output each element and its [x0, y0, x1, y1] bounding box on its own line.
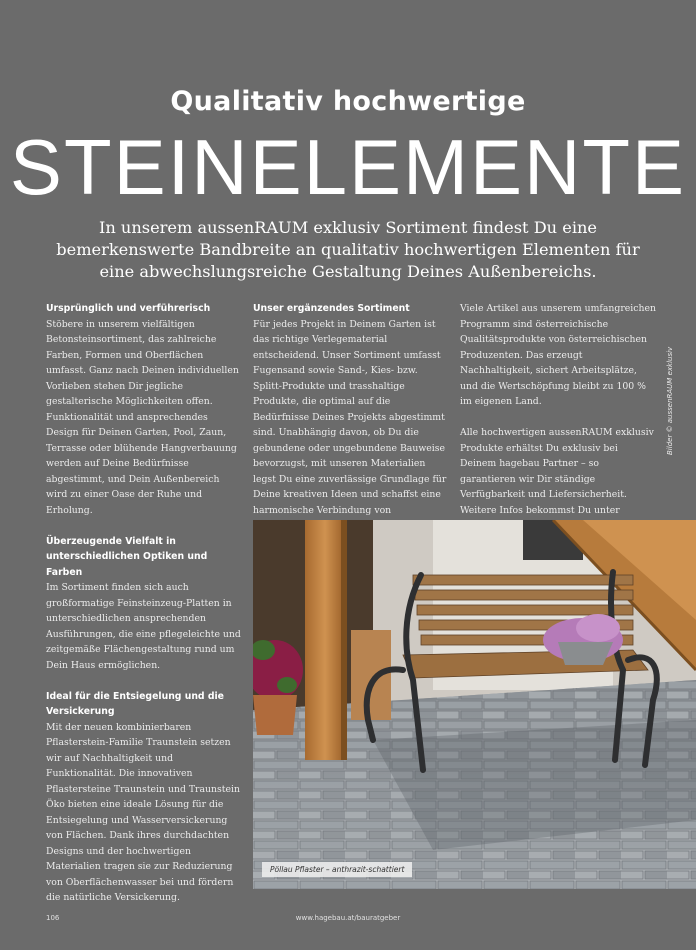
lead-paragraph: In unserem aussenRAUM exklusiv Sortiment findest Du eine bemerkenswerte Bandbreite an qualitativ hochwertigen Elementen für eine abwechslungsreiche Gestaltung Deines Außenbereichs. [56, 218, 640, 281]
column-2 [253, 301, 449, 549]
paragraph-austrian-quality: Viele Artikel aus unserem umfangreichen Programm sind österreichische Qualitätsprodukte von österreichischen Produzenten. Das erzeugt Nachhaltigkeit, sichert Arbeitsplätze, und die Wertschöpfung bleibt zu 100 % im eigenen Land. [460, 303, 656, 407]
section-text-assortment: Für jedes Projekt in Deinem Garten ist das richtige Verlegematerial entscheidend. Unser Sortiment umfasst Fugensand sowie Sand-, Kies- bzw. Splitt-Produkte und trasshaltige Produkte, die optimal auf die Bedürfnisse Deines Projekts abgestimmt sind. Unabhängig davon, ob Du die gebundene oder ungebundene Bauweise bevorzugst, mit unseren Materialien legst Du eine zuverlässige Grundlage für Deine kreativen Ideen und schaffst eine harmonische Verbindung von [253, 318, 447, 516]
section-text-variety: Im Sortiment finden sich auch großformatige Feinsteinzeug-Platten in unterschiedlichen ansprechenden Ausführungen, die eine pflegeleichte und zeitgemäße Flächengestaltung rund um Dein Haus ermöglichen. [46, 582, 241, 671]
page-title: STEINELEMENTE [9, 123, 687, 211]
section-heading-assortment: Unser ergänzendes Sortiment [253, 303, 410, 314]
garden-bench-photo [253, 520, 696, 889]
paragraph-exclusive-partner: Alle hochwertigen aussenRAUM exklusiv Produkte erhältst Du exklusiv bei Deinem hagebau Partner – so garantieren wir Dir ständige Verfügbarkeit und Liefersicherheit. [460, 427, 654, 500]
section-heading-variety: Überzeugende Vielfalt in unterschiedlichen Optiken und Farben [46, 535, 208, 578]
section-text-origin: Stöbere in unserem vielfältigen Betonsteinsortiment, das zahlreiche Farben, Formen und Oberflächen umfasst. Ganz nach Deinen individuellen Vorlieben stehen Dir jegliche gestalterische Möglichkeiten offen. Funktionalität und ansprechendes Design für Deinen Garten, Pool, Zaun, Terrasse oder blühende Hangverbauung werden auf Deine Bedürfnisse abgestimmt, und Dein Außenbereich wird zu einer Oase der Ruhe und Erholung. [46, 318, 239, 516]
image-credit: Bilder © aussenRAUM exklusiv [666, 346, 674, 455]
paragraph-more-info: Weitere Infos bekommst Du unter [460, 504, 620, 516]
column-1 [46, 301, 242, 906]
section-text-infiltration: Mit der neuen kombinierbaren Pflasterstein-Familie Traunstein setzen wir auf Nachhaltigkeit und Funktionalität. Die innovativen Pflastersteine Traunstein und Traunstein Öko bieten eine ideale Lösung für die Entsiegelung und Wasserversickerung von Flächen. Dank ihres durchdachten Designs und der hochwertigen Materialien tragen sie zur Reduzierung von Oberflächenwasser bei und fördern die natürliche Versickerung. [46, 721, 240, 903]
section-heading-infiltration: Ideal für die Entsiegelung und die Versickerung [46, 690, 224, 717]
kicker-title: Qualitativ hochwertige [170, 86, 526, 117]
page-number: 106 [46, 914, 60, 922]
column-3 [460, 301, 656, 534]
photo-caption: Pöllau Pflaster – anthrazit-schattiert [262, 862, 412, 877]
section-heading-origin: Ursprünglich und verführerisch [46, 303, 211, 314]
footer-url[interactable]: www.hagebau.at/bauratgeber [295, 914, 401, 922]
